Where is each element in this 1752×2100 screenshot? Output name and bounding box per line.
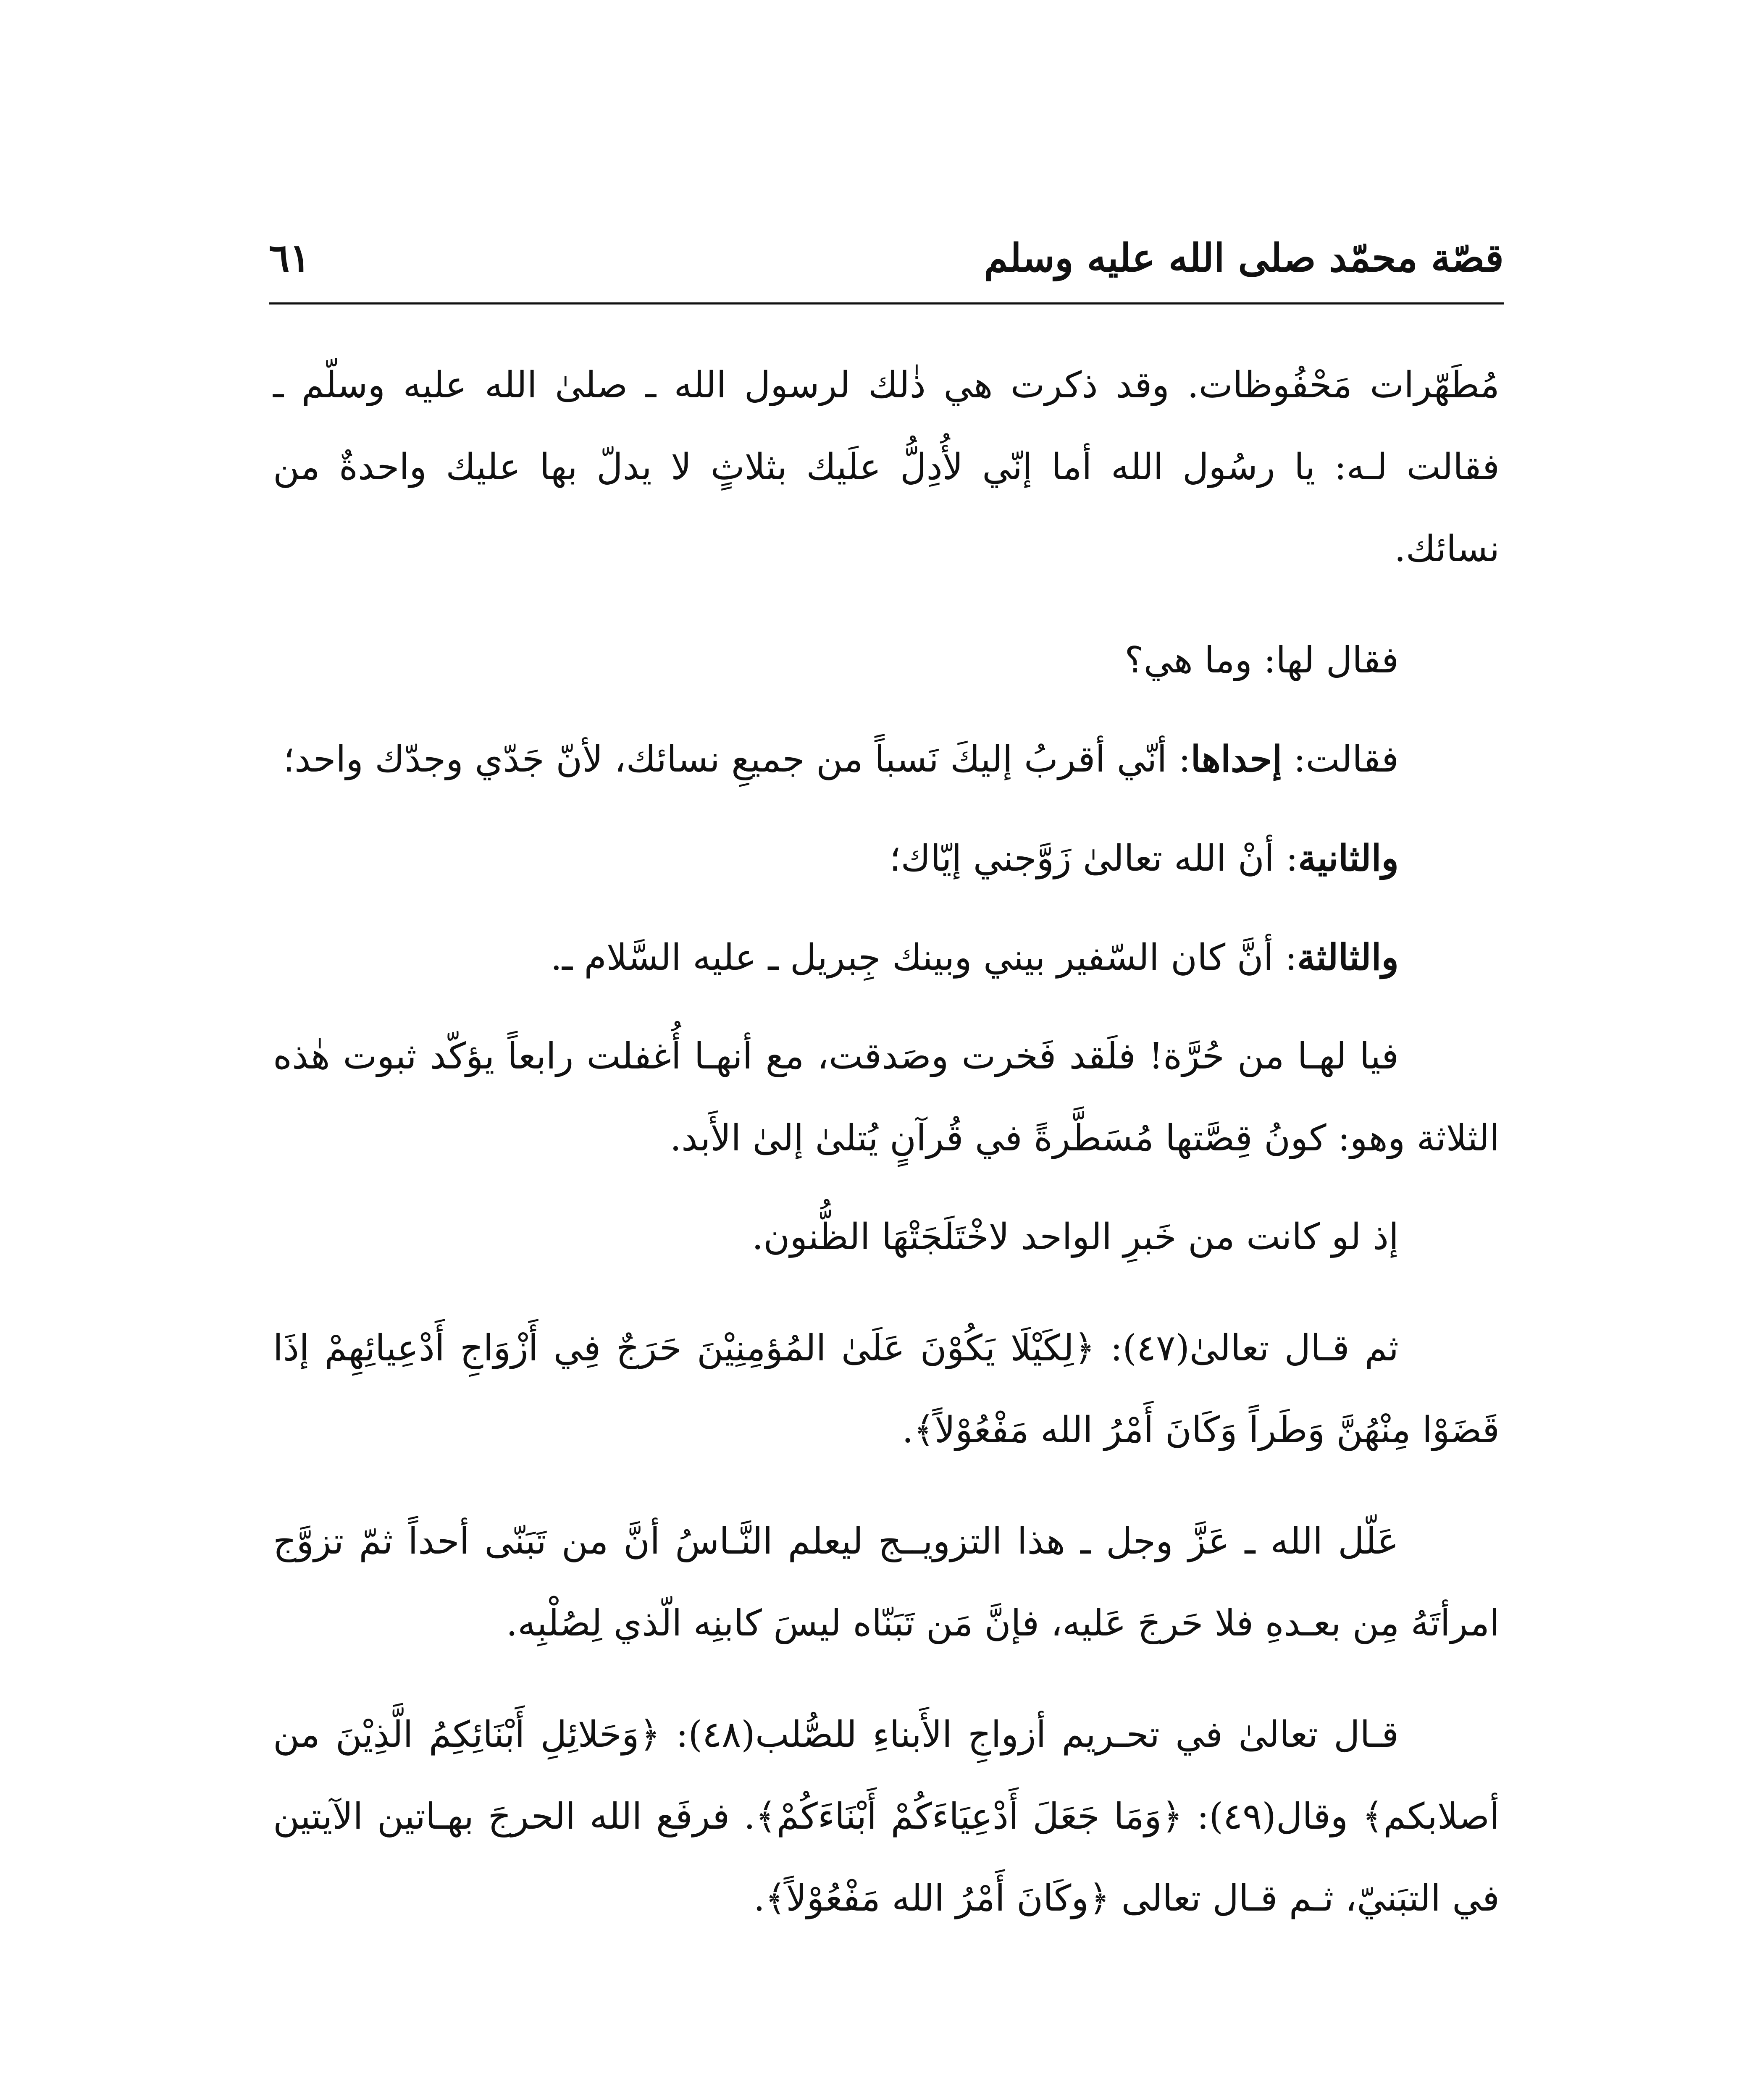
paragraph-8: ثم قـال تعالىٰ(٤٧): ﴿لِكَيْلَا يَكُوْنَ عَلَىٰ المُؤمِنِيْنَ حَرَجٌ فِي أَزْوَاجِ أَدْعِيائِهِمْ إذَا قَضَوْا مِنْهُنَّ وَطَراً وَكَانَ أَمْرُ الله مَفْعُوْلاً﴾. [273,1327,1500,1451]
page-number: ٦١ [269,235,310,281]
paragraph-3-prefix: فقالت: [1282,738,1399,780]
paragraph-5-text: : أنَّ كان السّفير بيني وبينك جِبريل ـ عليه السَّلام ـ. [550,937,1297,979]
paragraph-5-label: والثالثة [1297,936,1399,979]
paragraph-1: مُطَهّرات مَحْفُوظات. وقد ذكرت هي ذٰلك لرسول الله ـ صلىٰ الله عليه وسلّم ـ فقالت لـه: يا رسُول الله أما إنّي لأُدِلُّ علَيك بثلاثٍ لا يدلّ بها عليك واحدةٌ من نسائك. [273,364,1500,570]
paragraph-4-text: : أنْ الله تعالىٰ زَوَّجني إيّاك؛ [889,837,1298,879]
paragraph-7: إذ لو كانت من خَبرِ الواحد لاخْتَلَجَتْهَا الظُّنون. [752,1216,1399,1258]
paragraph-6: فيا لهـا من حُرَّة! فلَقد فَخرت وصَدقت، مع أنهـا أُغفلت رابعاً يؤكّد ثبوت هٰذه الثلاثة وهو: كونُ قِصَّتها مُسَطَّرةً في قُرآنٍ يُتلىٰ إلىٰ الأَبد. [273,1035,1500,1159]
page-header [269,235,1504,298]
paragraph-2: فقال لها: وما هي؟ [1124,639,1399,681]
paragraph-3 [273,718,1500,801]
paragraph-4 [273,817,1500,900]
paragraph-9: عَلّل الله ـ عَزَّ وجل ـ هذا التزويــج ليعلم النَّـاسُ أنَّ من تَبَنّى أحداً ثمّ تزوَّج امرأتَهُ مِن بعـدهِ فلا حَرجَ عَليه، فإنَّ مَن تَبَنّاه ليسَ كابنِه الّذي لِصُلْبِه. [273,1520,1500,1644]
running-title: قصّة محمّد صلى الله عليه وسلم [984,235,1504,281]
header-rule [269,302,1504,304]
paragraph-3-label: إحداها [1190,738,1282,780]
body-text [273,344,1500,1956]
paragraph-3-text: : أنّي أقربُ إليكَ نَسباً من جميعِ نسائك، لأنّ جَدّي وجدّك واحد؛ [283,738,1191,780]
paragraph-10: قـال تعالىٰ في تحـريم أزواجِ الأَبناءِ للصُّلب(٤٨): ﴿وَحَلائِلِ أَبْنَائِكِمُ الَّذِيْنَ من أصلابكم﴾ وقال(٤٩): ﴿وَمَا جَعَلَ أَدْعِيَاءَكُمْ أَبْنَاءَكُمْ﴾. فرفَع الله الحرجَ بهـاتين الآيتين في التبَنيّ، ثـم قـال تعالى ﴿وكَانَ أَمْرُ الله مَفْعُوْلاً﴾. [273,1714,1500,1919]
paragraph-4-label: والثانية [1298,837,1399,879]
paragraph-5 [273,916,1500,999]
